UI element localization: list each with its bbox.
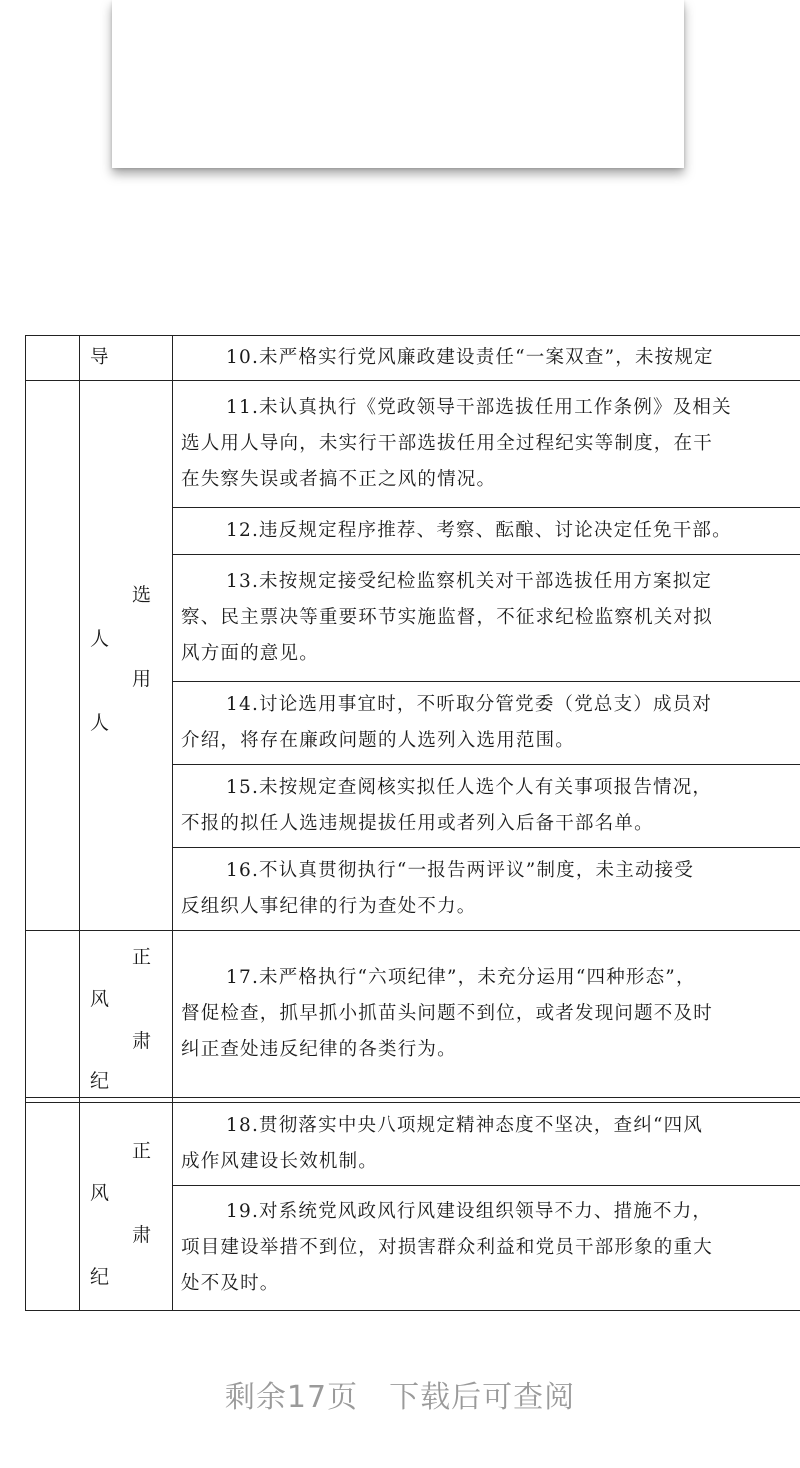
category-cell	[80, 931, 173, 1098]
category-char: 人	[90, 628, 110, 650]
category-char: 正	[132, 946, 152, 968]
category-char: 风	[90, 1182, 110, 1204]
table-row	[26, 931, 800, 1098]
category-label: 导	[90, 347, 109, 368]
item-18: 18.贯彻落实中央八项规定精神态度不坚决，查纠“四风 成作风建设长效机制。	[181, 1115, 704, 1172]
remaining-pages-notice[interactable]: 剩余17页 下载后可查阅	[224, 1380, 576, 1415]
item-cell	[173, 381, 800, 508]
category-char: 肃	[132, 1030, 152, 1052]
category-cell	[80, 336, 173, 381]
item-14: 14.讨论选用事宜时，不听取分管党委（党总支）成员对 介绍，将存在廉政问题的人选列入选用范围。	[181, 694, 713, 751]
category-char: 纪	[90, 1070, 110, 1092]
item-12: 12.违反规定程序推荐、考察、酝酿、讨论决定任免干部。	[226, 520, 732, 541]
table-row	[26, 1103, 800, 1186]
item-cell	[173, 336, 800, 381]
item-cell	[173, 765, 800, 848]
item-cell	[173, 1186, 800, 1311]
item-cell	[173, 848, 800, 931]
index-cell	[26, 336, 80, 381]
item-cell	[173, 1103, 800, 1186]
responsibility-table	[25, 335, 800, 1311]
previous-page-sheet	[112, 0, 684, 168]
table-row	[26, 336, 800, 381]
table-row	[26, 381, 800, 508]
item-17: 17.未严格执行“六项纪律”，未充分运用“四种形态”， 督促检查，抓早抓小抓苗头问题不到位，或者发现问题不及时 纠正查处违反纪律的各类行为。	[181, 967, 713, 1060]
item-16: 16.不认真贯彻执行“一报告两评议”制度，未主动接受 反组织人事纪律的行为查处不力。	[181, 860, 695, 917]
category-char: 正	[132, 1140, 152, 1162]
category-cell	[80, 1103, 173, 1311]
category-char: 人	[90, 712, 110, 734]
item-cell	[173, 555, 800, 682]
item-11: 11.未认真执行《党政领导干部选拔任用工作条例》及相关 选人用人导向，未实行干部选拔任用全过程纪实等制度，在干 在失察失误或者搞不正之风的情况。	[181, 397, 732, 490]
category-char: 选	[132, 584, 152, 606]
item-cell	[173, 931, 800, 1098]
category-char: 风	[90, 988, 110, 1010]
category-char: 纪	[90, 1266, 110, 1288]
item-10: 10.未严格实行党风廉政建设责任“一案双查”，未按规定	[226, 347, 714, 368]
index-cell	[26, 1103, 80, 1311]
item-cell	[173, 682, 800, 765]
item-19: 19.对系统党风政风行风建设组织领导不力、措施不力， 项目建设举措不到位，对损害群众利益和党员干部形象的重大 处不及时。	[181, 1201, 713, 1294]
item-15: 15.未按规定查阅核实拟任人选个人有关事项报告情况， 不报的拟任人选违规提拔任用或者列入后备干部名单。	[181, 777, 713, 834]
index-cell	[26, 381, 80, 931]
category-char: 用	[132, 668, 152, 690]
item-13: 13.未按规定接受纪检监察机关对干部选拔任用方案拟定 察、民主票决等重要环节实施监督，不征求纪检监察机关对拟 风方面的意见。	[181, 571, 713, 664]
index-cell	[26, 931, 80, 1098]
category-cell	[80, 381, 173, 931]
item-cell	[173, 508, 800, 555]
category-char: 肃	[132, 1224, 152, 1246]
